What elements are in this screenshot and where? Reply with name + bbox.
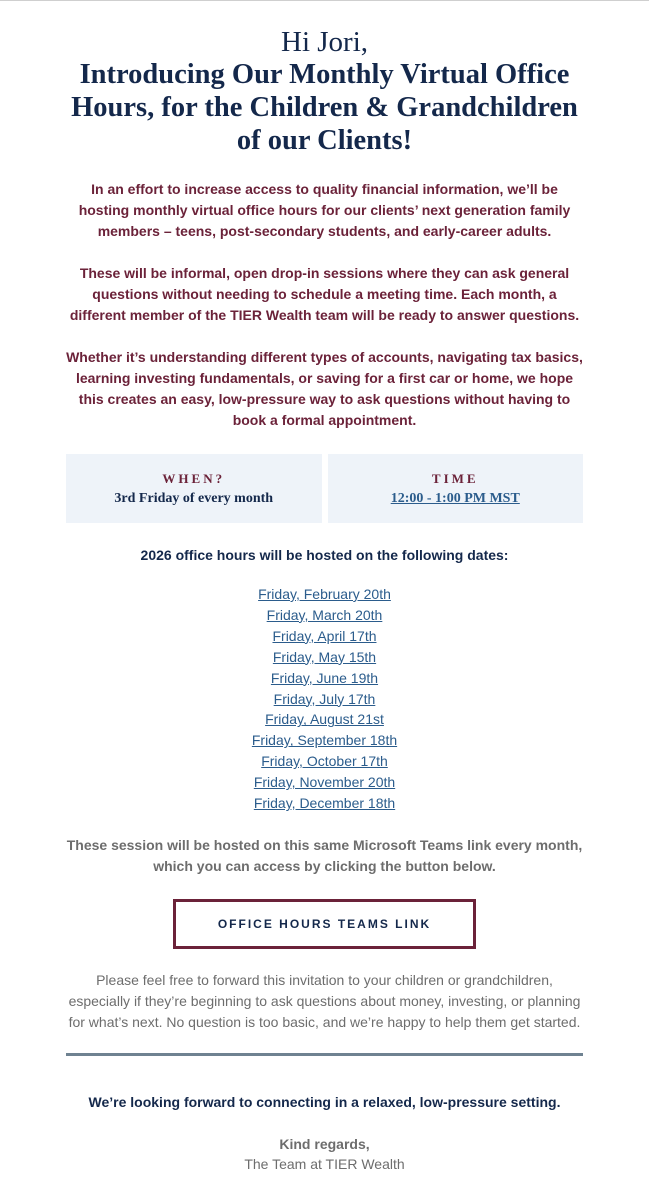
regards: Kind regards, bbox=[279, 1135, 370, 1152]
intro-paragraph-2: These will be informal, open drop-in sessions where they can ask general questions without needing to schedule a meeting time. Each month, a different member of the TIER Wealth team will be ready to answer questions. bbox=[69, 265, 580, 323]
date-link[interactable]: Friday, December 18th bbox=[253, 795, 396, 812]
button-wrapper bbox=[66, 899, 583, 949]
divider bbox=[66, 1053, 583, 1056]
date-link[interactable]: Friday, November 20th bbox=[253, 774, 396, 791]
time-box bbox=[328, 454, 584, 523]
signature: The Team at TIER Wealth bbox=[244, 1155, 405, 1172]
email-body bbox=[66, 0, 583, 1174]
time-link[interactable]: 12:00 - 1:00 PM MST bbox=[390, 491, 520, 506]
date-link[interactable]: Friday, August 21st bbox=[265, 711, 384, 728]
info-row bbox=[66, 454, 583, 523]
time-label: TIME bbox=[431, 471, 479, 486]
dates-list bbox=[66, 584, 583, 814]
forward-note: Please feel free to forward this invitation to your children or grandchildren, especially if they’re beginning to ask questions about money, investing, or planning for what’s next. No question is too basic, and we’re happy to help them get started. bbox=[68, 971, 581, 1030]
dates-intro: 2026 office hours will be hosted on the following dates: bbox=[140, 547, 509, 563]
when-box bbox=[66, 454, 322, 523]
headline: Introducing Our Monthly Virtual Office Hours, for the Children & Grandchildren of our Clients! bbox=[71, 59, 578, 156]
date-link[interactable]: Friday, April 17th bbox=[272, 627, 377, 644]
date-link[interactable]: Friday, March 20th bbox=[266, 606, 383, 623]
date-link[interactable]: Friday, June 19th bbox=[270, 669, 379, 686]
date-link[interactable]: Friday, February 20th bbox=[258, 586, 391, 602]
date-link[interactable]: Friday, September 18th bbox=[251, 732, 398, 749]
closing-line: We’re looking forward to connecting in a relaxed, low-pressure setting. bbox=[88, 1093, 561, 1110]
when-label: WHEN? bbox=[162, 471, 226, 486]
office-hours-teams-link-button[interactable]: OFFICE HOURS TEAMS LINK bbox=[173, 899, 476, 949]
intro-paragraph-1: In an effort to increase access to quality financial information, we’ll be hosting monthly virtual office hours for our clients’ next generation family members – teens, post-secondary students, and early-career adults. bbox=[78, 181, 571, 239]
date-link[interactable]: Friday, May 15th bbox=[272, 648, 377, 665]
intro-paragraph-3: Whether it’s understanding different types of accounts, navigating tax basics, learning investing fundamentals, or saving for a first car or home, we hope this creates an easy, low-pressure way to ask questions without having to book a formal appointment. bbox=[66, 349, 583, 428]
teams-note: These session will be hosted on this same Microsoft Teams link every month, which you can access by clicking the button below. bbox=[66, 836, 583, 874]
greeting: Hi Jori, bbox=[281, 26, 368, 58]
when-value: 3rd Friday of every month bbox=[114, 491, 274, 506]
date-link[interactable]: Friday, July 17th bbox=[273, 690, 376, 707]
date-link[interactable]: Friday, October 17th bbox=[261, 753, 388, 770]
